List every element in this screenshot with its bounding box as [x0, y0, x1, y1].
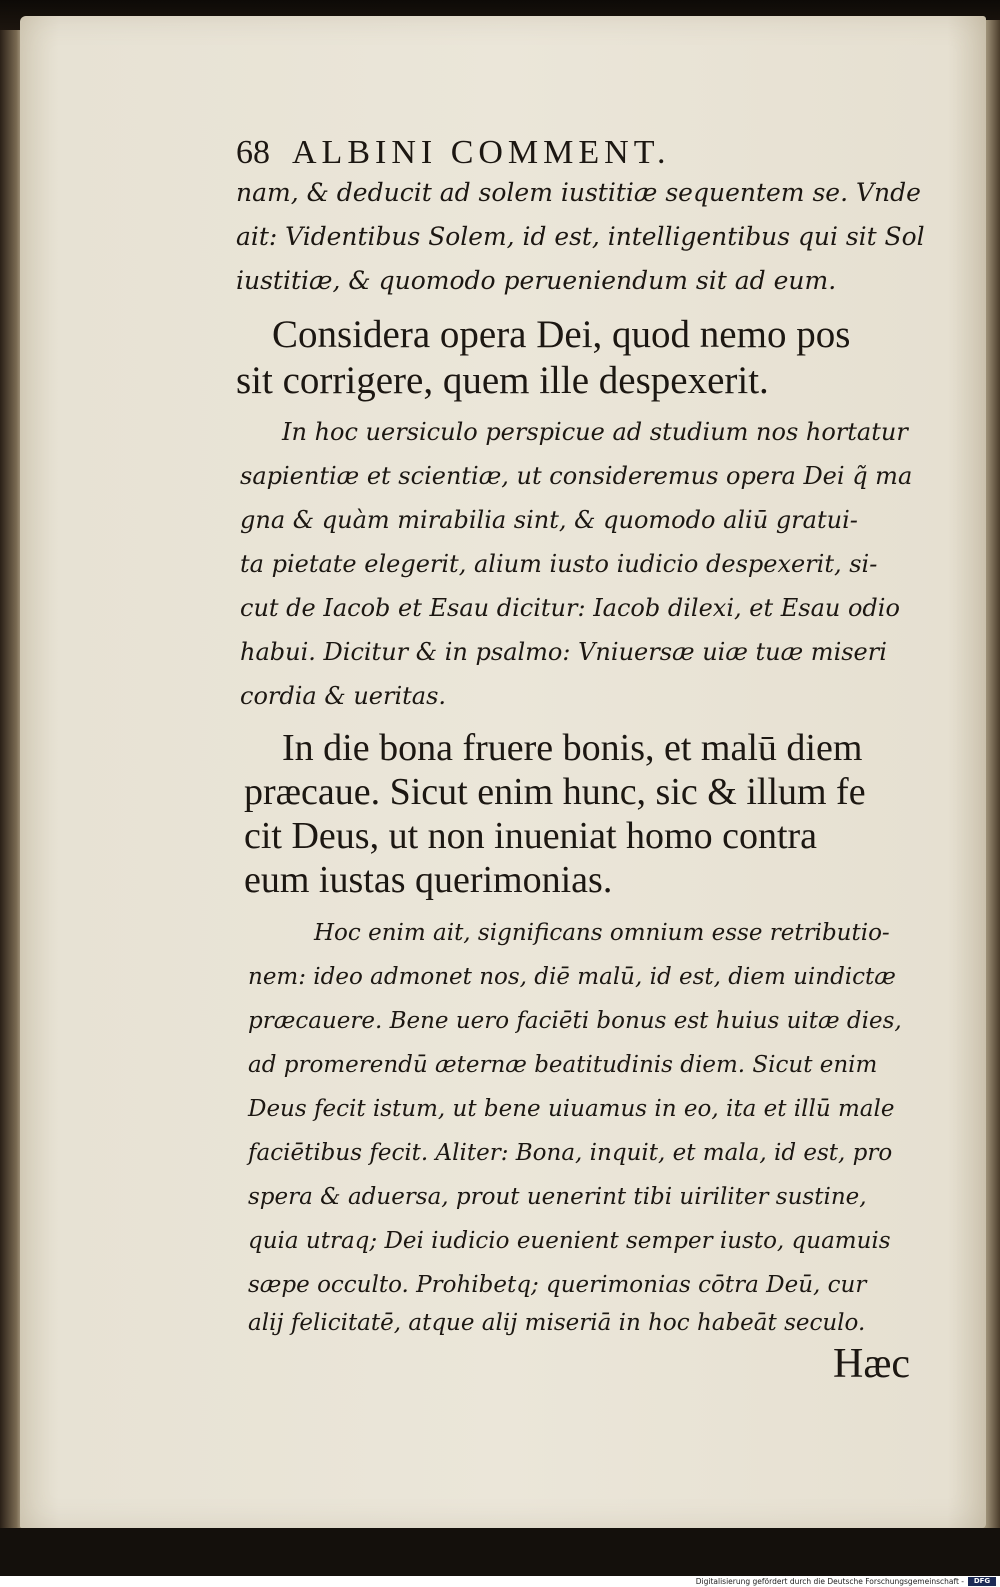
text-line: Hoc enim ait, significans omnium esse retributio- [314, 920, 890, 946]
text-line: spera & aduersa, prout uenerint tibi uiriliter sustine, [248, 1184, 867, 1210]
verse-line: sit corrigere, quem ille despexerit. [236, 359, 769, 402]
text-line: faciētibus fecit. Aliter: Bona, inquit, et mala, id est, pro [248, 1140, 893, 1166]
page-number: 68 [236, 134, 270, 171]
dfg-logo: DFG [968, 1577, 996, 1586]
running-title: ALBINI COMMENT. [292, 134, 671, 171]
verse-line: In die bona fruere bonis, et malū diem [282, 727, 863, 769]
verse-line: eum iustas querimonias. [244, 859, 613, 901]
text-line: ta pietate elegerit, alium iusto iudicio despexerit, si- [240, 550, 878, 578]
text-line: cut de Iacob et Esau dicitur: Iacob dilexi, et Esau odio [240, 594, 900, 622]
text-line: nam, & deducit ad solem iustitiæ sequentem se. Vnde [236, 178, 921, 207]
text-line: Deus fecit istum, ut bene uiuamus in eo, ita et illū male [248, 1096, 895, 1122]
text-line: præcauere. Bene uero faciēti bonus est huius uitæ dies, [248, 1008, 902, 1034]
verse-line: Considera opera Dei, quod nemo pos [272, 313, 851, 356]
text-line: gna & quàm mirabilia sint, & quomodo aliū gratui- [240, 506, 858, 534]
scan-bottom-border [0, 1528, 1000, 1576]
text-line: alij felicitatē, atque alij miseriā in hoc habeāt seculo. [248, 1310, 866, 1336]
text-line: habui. Dicitur & in psalmo: Vniuersæ uiæ tuæ miseri [240, 638, 887, 666]
funding-credit: Digitalisierung gefördert durch die Deutsche Forschungsgemeinschaft - [695, 1577, 964, 1586]
text-line: In hoc uersiculo perspicue ad studium nos hortatur [282, 418, 908, 446]
catchword: Hæc [833, 1341, 910, 1387]
verse-line: cit Deus, ut non inueniat homo contra [244, 815, 818, 857]
page-header [236, 134, 670, 172]
text-line: cordia & ueritas. [240, 682, 447, 710]
text-line: iustitiæ, & quomodo perueniendum sit ad eum. [236, 266, 837, 295]
text-line: sæpe occulto. Prohibetq; querimonias cōtra Deū, cur [248, 1272, 867, 1298]
text-line: ad promerendū æternæ beatitudinis diem. Sicut enim [248, 1052, 878, 1078]
verse-line: præcaue. Sicut enim hunc, sic & illum fe [244, 771, 866, 813]
text-line: sapientiæ et scientiæ, ut consideremus opera Dei q̃ ma [240, 462, 913, 490]
text-line: quia utraq; Dei iudicio euenient semper iusto, quamuis [248, 1228, 891, 1254]
text-line: nem: ideo admonet nos, diē malū, id est, diem uindictæ [248, 964, 896, 990]
text-line: ait: Videntibus Solem, id est, intelligentibus qui sit Sol [236, 222, 925, 251]
